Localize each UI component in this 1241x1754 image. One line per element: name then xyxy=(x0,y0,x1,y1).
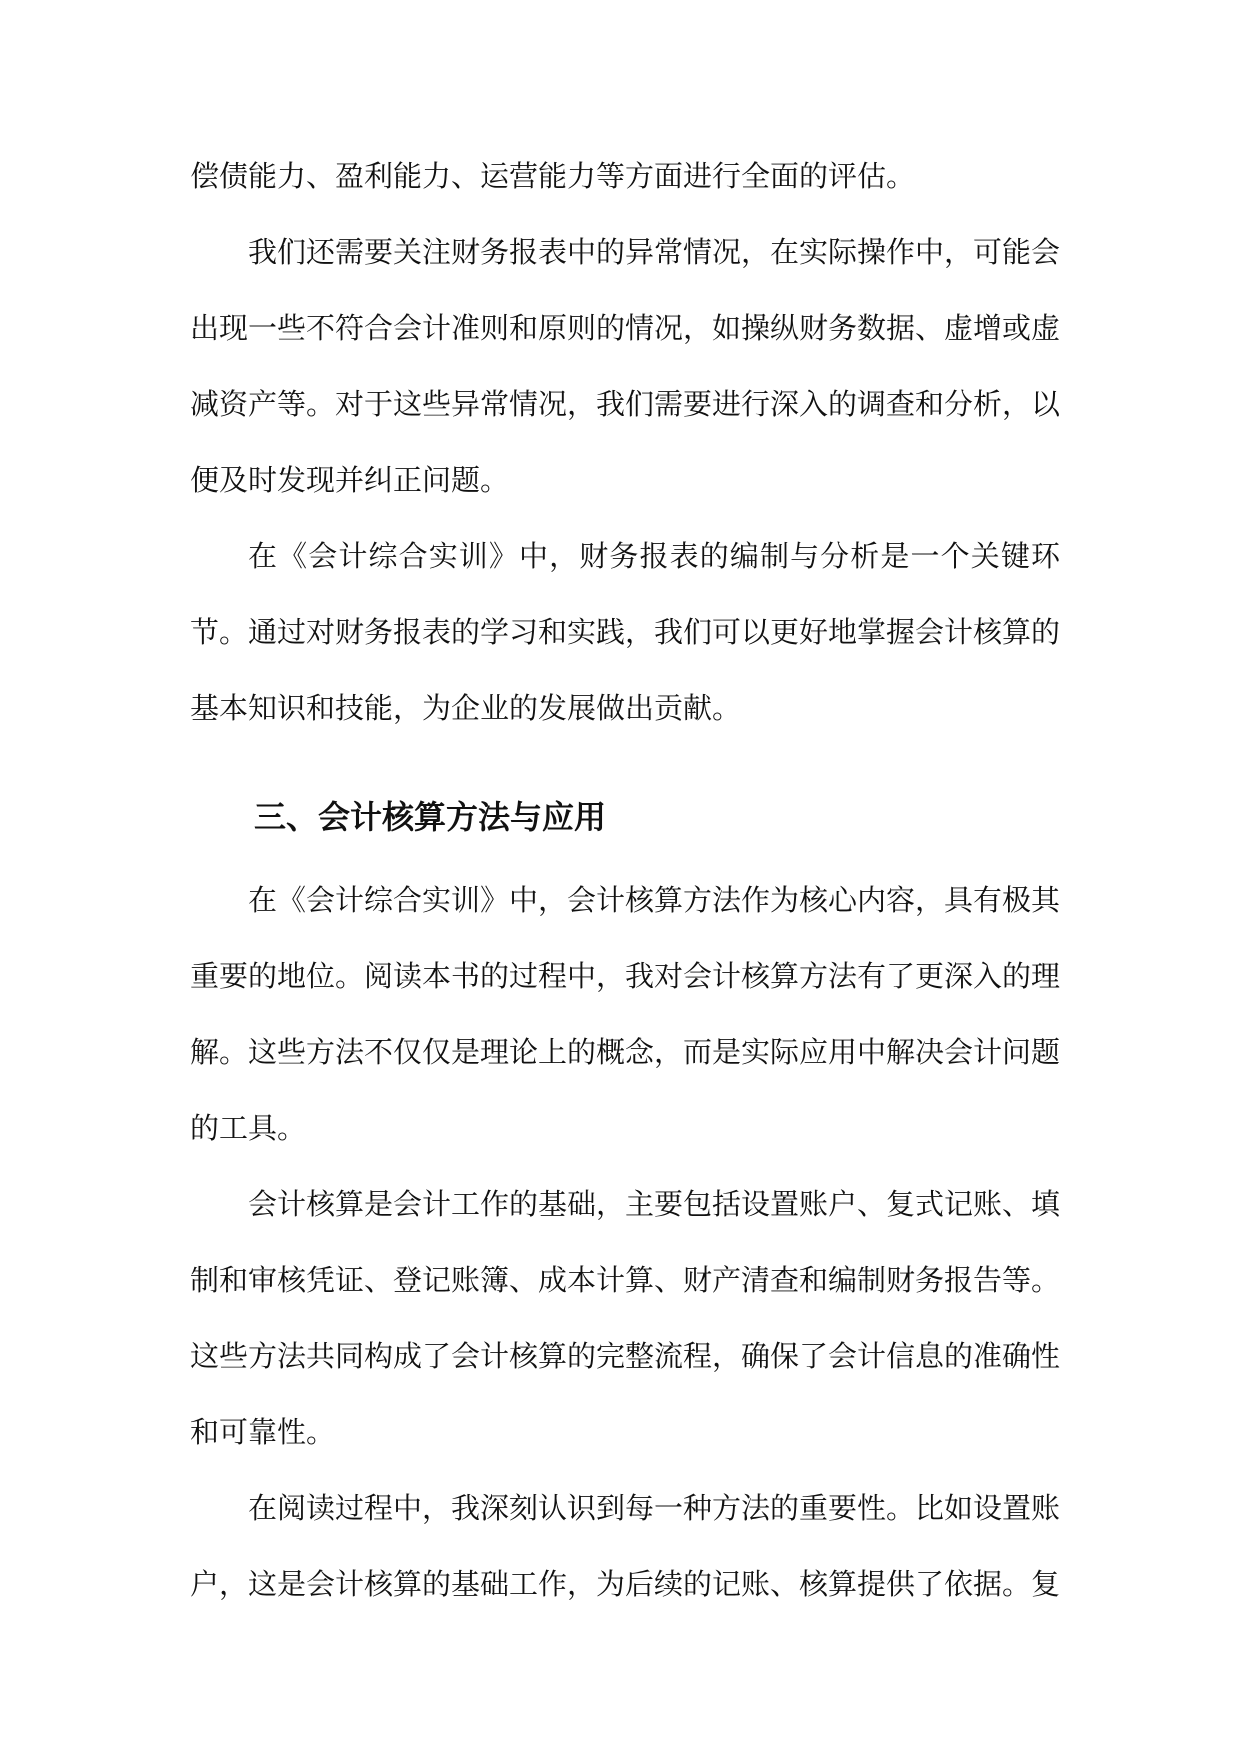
section-heading: 三、会计核算方法与应用 xyxy=(254,798,607,836)
paragraph-accounting-basics: 会计核算是会计工作的基础，主要包括设置账户、复式记账、填制和审核凭证、登记账簿、成本计算、财产清查和编制财务报告等。这些方法共同构成了会计核算的完整流程，确保了会计信息的准确性和可靠性。 xyxy=(190,1187,1061,1449)
document-body xyxy=(190,138,1060,1622)
paragraph-reading-insights: 在阅读过程中，我深刻认识到每一种方法的重要性。比如设置账户，这是会计核算的基础工作，为后续的记账、核算提供了依据。复 xyxy=(190,1491,1061,1601)
paragraph-continuation: 偿债能力、盈利能力、运营能力等方面进行全面的评估。 xyxy=(190,159,916,193)
paragraph-abnormal-situations: 我们还需要关注财务报表中的异常情况，在实际操作中，可能会出现一些不符合会计准则和原则的情况，如操纵财务数据、虚增或虚减资产等。对于这些异常情况，我们需要进行深入的调查和分析，以便及时发现并纠正问题。 xyxy=(190,235,1061,497)
paragraph-accounting-methods: 在《会计综合实训》中，会计核算方法作为核心内容，具有极其重要的地位。阅读本书的过程中，我对会计核算方法有了更深入的理解。这些方法不仅仅是理论上的概念，而是实际应用中解决会计问题的工具。 xyxy=(190,883,1061,1145)
paragraph-financial-statements: 在《会计综合实训》中，财务报表的编制与分析是一个关键环节。通过对财务报表的学习和实践，我们可以更好地掌握会计核算的基本知识和技能，为企业的发展做出贡献。 xyxy=(190,539,1061,725)
